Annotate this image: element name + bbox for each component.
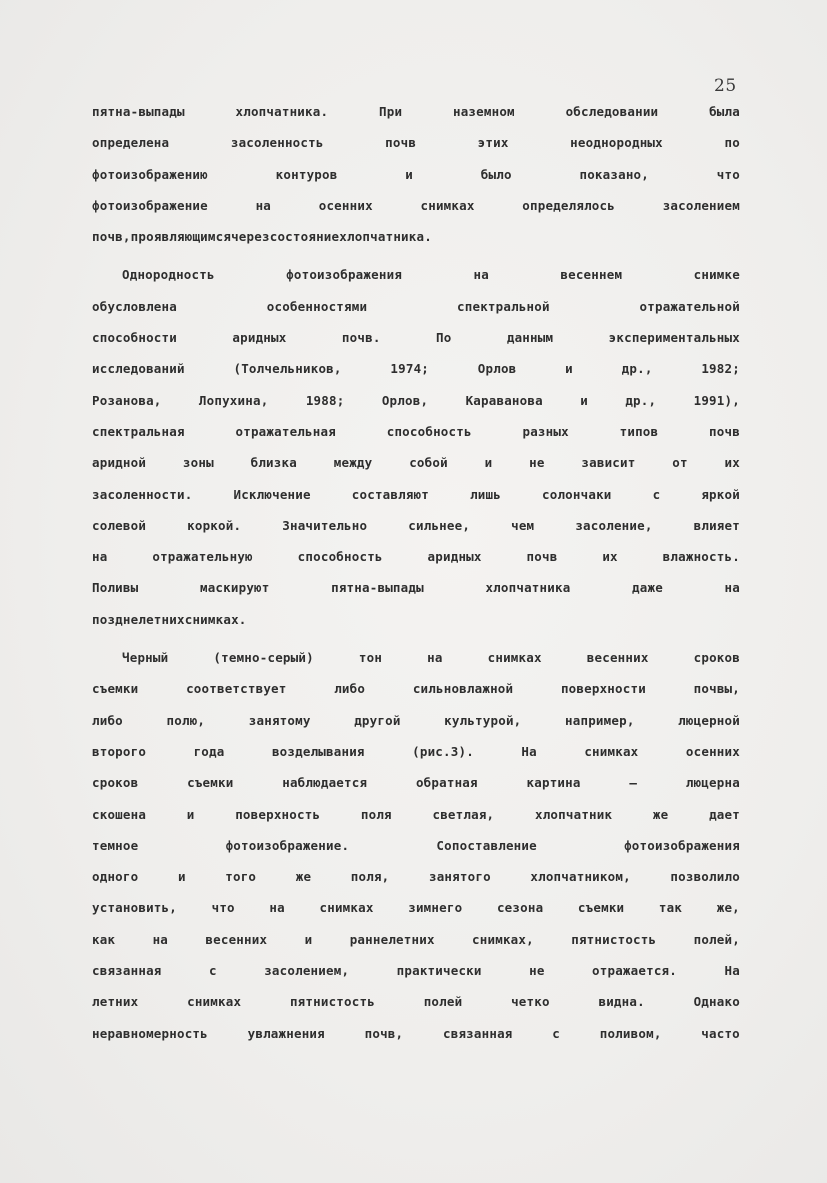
word: пятна-выпады bbox=[331, 580, 424, 596]
word: данным bbox=[506, 330, 554, 346]
word: способность bbox=[386, 423, 472, 439]
word: на bbox=[724, 580, 740, 596]
word: и bbox=[186, 806, 195, 822]
word: наземном bbox=[452, 104, 515, 119]
word: отражательную bbox=[152, 549, 253, 565]
word: хлопчатника bbox=[485, 580, 571, 596]
word: (темно-серый) bbox=[213, 650, 314, 666]
text-line bbox=[92, 830, 740, 861]
text-line bbox=[92, 892, 740, 923]
word: отражается. bbox=[592, 963, 678, 979]
paragraph bbox=[92, 259, 740, 635]
word: лишь bbox=[470, 486, 501, 502]
word: пятна-выпады bbox=[92, 104, 185, 119]
word: весенних bbox=[586, 650, 649, 666]
word: хлопчатника. bbox=[339, 229, 432, 245]
word: хлопчатника. bbox=[235, 104, 329, 119]
word: неоднородных bbox=[570, 135, 663, 151]
word: люцерной bbox=[678, 712, 740, 728]
word: сроков bbox=[693, 650, 740, 666]
word: определялось bbox=[522, 197, 615, 213]
word: поверхность bbox=[235, 806, 321, 822]
word: весеннем bbox=[560, 267, 623, 283]
word: одного bbox=[92, 869, 139, 885]
word: люцерна bbox=[685, 775, 740, 791]
word: засолением, bbox=[264, 963, 350, 979]
word: на bbox=[473, 267, 489, 283]
text-line bbox=[92, 572, 740, 603]
word: практически bbox=[396, 963, 482, 979]
word: весенних bbox=[205, 931, 268, 947]
word: Розанова, bbox=[92, 392, 162, 408]
word: второго bbox=[92, 743, 147, 759]
word: увлажнения bbox=[247, 1025, 325, 1041]
word: года bbox=[193, 743, 225, 759]
word: отражательная bbox=[235, 423, 336, 439]
word: коркой. bbox=[187, 517, 242, 533]
word: что bbox=[716, 166, 740, 182]
word: тон bbox=[358, 650, 383, 666]
word: на bbox=[427, 650, 443, 666]
text-line bbox=[92, 221, 740, 252]
word: раннелетних bbox=[349, 931, 435, 947]
word: наблюдается bbox=[282, 775, 368, 791]
text-line bbox=[92, 416, 740, 447]
word: разных bbox=[522, 423, 569, 439]
word: осенних bbox=[685, 743, 740, 759]
word: и bbox=[580, 392, 588, 408]
word: поливом, bbox=[599, 1025, 662, 1041]
word: 1988; bbox=[305, 392, 345, 408]
word: часто bbox=[701, 1025, 740, 1041]
text-line bbox=[92, 385, 740, 416]
text-line bbox=[92, 510, 740, 541]
word: снимках bbox=[487, 650, 542, 666]
word: исследований bbox=[92, 361, 185, 377]
word: картина bbox=[526, 775, 581, 791]
word: полей bbox=[423, 994, 463, 1010]
word: почв bbox=[709, 423, 740, 439]
word: При bbox=[379, 104, 403, 119]
word: хлопчатником, bbox=[530, 869, 631, 885]
word: На bbox=[521, 743, 537, 759]
word: их bbox=[602, 549, 618, 565]
text-line bbox=[92, 986, 740, 1017]
word: с bbox=[209, 963, 217, 979]
word: на bbox=[255, 197, 272, 213]
word: пятнистость bbox=[289, 994, 375, 1010]
word: же, bbox=[716, 900, 740, 916]
word: даже bbox=[632, 580, 663, 596]
word: на bbox=[269, 900, 285, 916]
word: засоленность bbox=[230, 135, 324, 151]
word: Значительно bbox=[282, 517, 368, 533]
word: влажность. bbox=[662, 549, 740, 565]
word: их bbox=[724, 455, 740, 471]
text-line bbox=[92, 955, 740, 986]
word: составляют bbox=[351, 486, 430, 502]
word: спектральная bbox=[92, 423, 185, 439]
word: экспериментальных bbox=[608, 330, 740, 346]
word: Караванова bbox=[465, 392, 543, 408]
word: этих bbox=[477, 135, 509, 151]
text-line bbox=[92, 767, 740, 798]
word: состояние bbox=[269, 229, 340, 245]
word: позволило bbox=[670, 869, 740, 885]
word: неравномерность bbox=[92, 1025, 208, 1041]
word: способность bbox=[297, 549, 383, 565]
word: контуров bbox=[275, 166, 338, 182]
text-line bbox=[92, 190, 740, 221]
word: почв bbox=[526, 549, 558, 565]
word: либо bbox=[334, 681, 366, 697]
text-line bbox=[92, 736, 740, 767]
word: занятого bbox=[428, 869, 491, 885]
word: аридной bbox=[92, 455, 147, 471]
text-line bbox=[92, 447, 740, 478]
word: сезона bbox=[496, 900, 544, 916]
word: показано, bbox=[579, 166, 649, 182]
word: зависит bbox=[581, 455, 636, 471]
word: 1974; bbox=[390, 361, 430, 377]
word: же bbox=[295, 869, 312, 885]
text-line bbox=[92, 291, 740, 322]
word: сильнее, bbox=[408, 517, 471, 533]
word: от bbox=[672, 455, 688, 471]
text-line bbox=[92, 159, 740, 190]
word: на bbox=[92, 549, 108, 565]
word: культурой, bbox=[444, 712, 522, 728]
word: Поливы bbox=[92, 580, 139, 596]
text-line bbox=[92, 259, 740, 290]
word: пятнистость bbox=[571, 931, 657, 947]
word: влияет bbox=[693, 517, 740, 533]
text-line bbox=[92, 541, 740, 572]
text-body bbox=[92, 96, 740, 1056]
word: снимках bbox=[420, 197, 475, 213]
word: как bbox=[92, 931, 116, 947]
word: фотоизображение bbox=[92, 197, 208, 213]
word: Орлов bbox=[477, 361, 517, 377]
word: Орлов, bbox=[381, 392, 429, 408]
word: установить, bbox=[92, 900, 177, 916]
word: и bbox=[565, 361, 573, 377]
word: светлая, bbox=[432, 806, 495, 822]
word: сильновлажной bbox=[412, 681, 514, 697]
word: обратная bbox=[415, 775, 478, 791]
word: обусловлена bbox=[92, 298, 177, 314]
text-line bbox=[92, 322, 740, 353]
word: что bbox=[211, 900, 235, 916]
word: снимках bbox=[319, 900, 374, 916]
word: другой bbox=[354, 712, 401, 728]
text-line bbox=[92, 705, 740, 736]
word: снимках bbox=[584, 743, 639, 759]
word: съемки bbox=[577, 900, 625, 916]
word: поля, bbox=[350, 869, 390, 885]
word: маскируют bbox=[199, 580, 270, 596]
word: др., bbox=[625, 392, 657, 408]
word: засолением bbox=[662, 197, 740, 213]
paragraph bbox=[92, 96, 740, 252]
word: Однако bbox=[693, 994, 740, 1010]
word: особенностями bbox=[266, 298, 368, 314]
word: возделывания bbox=[271, 743, 365, 759]
word: На bbox=[724, 963, 740, 979]
text-line bbox=[92, 353, 740, 384]
word: почв, bbox=[92, 229, 131, 245]
word: поверхности bbox=[560, 681, 646, 697]
word: фотоизображению bbox=[92, 166, 208, 182]
word: скошена bbox=[92, 806, 147, 822]
word: с bbox=[552, 1025, 560, 1041]
word: Сопоставление bbox=[436, 837, 537, 853]
word: занятому bbox=[248, 712, 311, 728]
word: отражательной bbox=[639, 298, 740, 314]
word: близка bbox=[250, 455, 297, 471]
word: солевой bbox=[92, 517, 147, 533]
word: Черный bbox=[122, 650, 169, 666]
word: проявляющимся bbox=[130, 229, 232, 245]
word: (рис.3). bbox=[412, 743, 474, 759]
word: связанная bbox=[443, 1025, 513, 1041]
word: с bbox=[652, 486, 661, 502]
word: соответствует bbox=[186, 681, 287, 697]
word: снимке bbox=[693, 267, 740, 283]
word: сроков bbox=[92, 775, 139, 791]
word: между bbox=[333, 455, 373, 471]
word: почв. bbox=[341, 330, 381, 346]
word: Однородность bbox=[122, 267, 215, 283]
word: (Толчельников, bbox=[233, 361, 342, 377]
word: типов bbox=[619, 423, 659, 439]
word: собой bbox=[409, 455, 448, 471]
word: – bbox=[629, 775, 638, 791]
page-number: 25 bbox=[714, 76, 737, 96]
word: Лопухина, bbox=[198, 392, 269, 408]
text-line bbox=[92, 861, 740, 892]
word: того bbox=[225, 869, 257, 885]
word: обследовании bbox=[565, 104, 659, 119]
word: темное bbox=[92, 837, 139, 853]
word: полю, bbox=[166, 712, 206, 728]
word: зоны bbox=[182, 455, 214, 471]
text-line bbox=[92, 127, 740, 158]
word: засоленности. bbox=[92, 486, 193, 502]
word: позднелетних bbox=[92, 611, 185, 627]
word: яркой bbox=[701, 486, 740, 502]
word: видна. bbox=[598, 994, 645, 1010]
word: снимках, bbox=[472, 931, 534, 947]
word: и bbox=[304, 931, 313, 947]
text-line bbox=[92, 673, 740, 704]
word: чем bbox=[511, 517, 535, 533]
word: снимках. bbox=[184, 611, 247, 627]
word: и bbox=[405, 166, 413, 182]
word: фотоизображения bbox=[624, 837, 740, 853]
word: спектральной bbox=[457, 298, 550, 314]
word: определена bbox=[92, 135, 170, 151]
word: и bbox=[177, 869, 186, 885]
word: летних bbox=[92, 994, 139, 1010]
text-line bbox=[92, 799, 740, 830]
word: способности bbox=[92, 330, 177, 346]
word: так bbox=[658, 900, 683, 916]
word: и bbox=[484, 455, 493, 471]
word: связанная bbox=[92, 963, 162, 979]
word: снимках bbox=[187, 994, 242, 1010]
word: через bbox=[231, 229, 270, 245]
word: хлопчатник bbox=[534, 806, 613, 822]
word: осенних bbox=[318, 197, 373, 213]
word: почв, bbox=[364, 1025, 404, 1041]
text-line bbox=[92, 604, 740, 635]
word: 1991), bbox=[693, 392, 740, 408]
word: др., bbox=[621, 361, 653, 377]
word: на bbox=[152, 931, 169, 947]
word: по bbox=[724, 135, 740, 151]
paragraph bbox=[92, 642, 740, 1049]
text-line bbox=[92, 96, 740, 127]
word: либо bbox=[92, 712, 123, 728]
word: съемки bbox=[187, 775, 234, 791]
word: почвы, bbox=[693, 681, 740, 697]
word: не bbox=[529, 455, 545, 471]
word: зимнего bbox=[408, 900, 463, 916]
text-line bbox=[92, 1018, 740, 1049]
word: фотоизображение. bbox=[225, 837, 350, 853]
word: аридных bbox=[427, 549, 482, 565]
word: была bbox=[709, 104, 740, 119]
word: было bbox=[480, 166, 512, 182]
word: съемки bbox=[92, 681, 139, 697]
word: фотоизображения bbox=[286, 267, 403, 283]
word: полей, bbox=[693, 931, 740, 947]
word: четко bbox=[511, 994, 550, 1010]
word: же bbox=[652, 806, 669, 822]
word: засоление, bbox=[575, 517, 653, 533]
word: аридных bbox=[232, 330, 287, 346]
word: почв bbox=[385, 135, 417, 151]
word: По bbox=[435, 330, 452, 346]
word: 1982; bbox=[701, 361, 740, 377]
word: не bbox=[529, 963, 545, 979]
word: поля bbox=[360, 806, 392, 822]
word: дает bbox=[709, 806, 740, 822]
word: например, bbox=[565, 712, 635, 728]
text-line bbox=[92, 642, 740, 673]
word: Исключение bbox=[233, 486, 311, 502]
text-line bbox=[92, 924, 740, 955]
text-line bbox=[92, 479, 740, 510]
word: солончаки bbox=[542, 486, 612, 502]
